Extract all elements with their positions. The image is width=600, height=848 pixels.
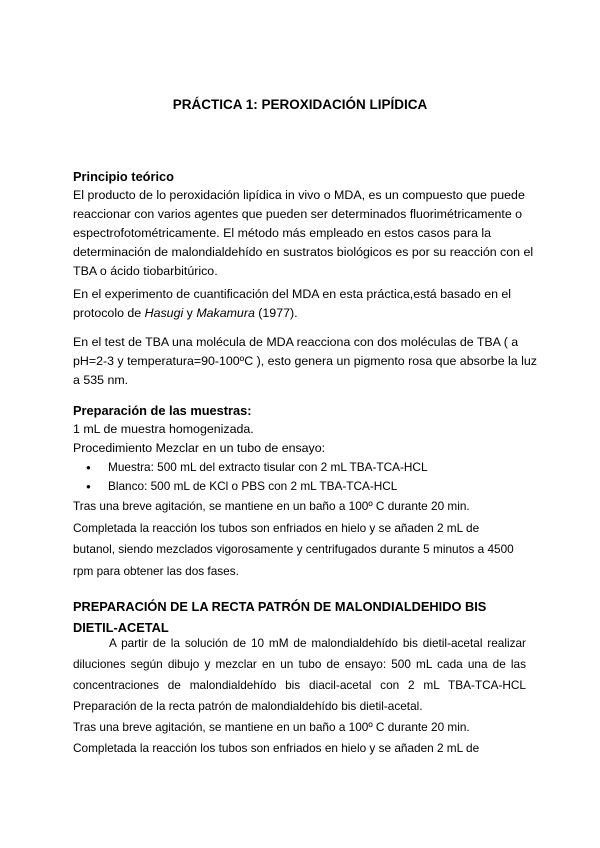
author-name: Hasugi [144,306,184,320]
preparacion-after-line: rpm para obtener las dos fases. [73,563,239,578]
preparacion-after [73,496,533,582]
test-line: a 535 nm. [73,373,129,387]
section-recta [73,596,543,638]
preparacion-after-line: Completada la reacción los tubos son enfriados en hielo y se añaden 2 mL de [73,520,480,535]
recta-heading: DIETIL-ACETAL [73,620,169,635]
recta-line: A partir de la solución de 10 mM de malondialdehído bis dietil-acetal realizar [109,636,526,650]
recta-line: diluciones según dibujo y mezclar en un tubo de ensayo: 500 mL cada una de las [73,657,526,671]
principio-line: determinación de malondialdehído en sustratos biológicos es por su reacción con el [73,245,534,259]
section-experimento [73,285,533,323]
experimento-line: En el experimento de cuantificación del MDA en esta práctica,está basado en el [73,287,512,301]
list-item-text: Muestra: 500 mL del extracto tisular con 2 mL TBA-TCA-HCL [108,460,428,474]
text-run: y [183,306,197,320]
principio-line: El producto de lo peroxidación lipídica in vivo o MDA, es un compuesto que puede [73,188,525,202]
preparacion-line: 1 mL de muestra homogenizada. [73,422,254,436]
preparacion-after-line: Tras una breve agitación, se mantiene en un baño a 100º C durante 20 min. [73,499,470,513]
preparacion-list [73,458,533,496]
text-run: protocolo de [73,306,145,320]
list-item [73,458,533,477]
section-principio [73,167,533,281]
section-preparacion [73,401,533,458]
principio-heading: Principio teórico [73,169,174,184]
author-name: Makamura [196,306,255,320]
principio-line: TBA o ácido tiobarbitúrico. [73,264,218,278]
recta-line: Tras una breve agitación, se mantiene en un baño a 100º C durante 20 min. [73,720,470,734]
preparacion-line: Procedimiento Mezclar en un tubo de ensayo: [73,441,326,455]
text-run: (1977). [254,306,298,320]
section-test [73,333,537,390]
list-item-text: Blanco: 500 mL de KCl o PBS con 2 mL TBA-TCA-HCL [108,479,398,493]
preparacion-after-line: butanol, siendo mezclados vigorosamente y centrifugados durante 5 minutos a 4500 [73,542,514,556]
page-title: PRÁCTICA 1: PEROXIDACIÓN LIPÍDICA [172,97,428,112]
principio-line: espectrofotométricamente. El método más empleado en estos casos para la [73,226,492,240]
recta-body [73,633,526,759]
recta-line: Preparación de la recta patrón de malondialdehído bis dietil-acetal. [73,699,423,713]
list-item [73,477,533,496]
recta-line: Completada la reacción los tubos son enfriados en hielo y se añaden 2 mL de [73,741,480,755]
preparacion-heading: Preparación de las muestras: [73,403,252,418]
recta-line: concentraciones de malondialdehído bis diacil-acetal con 2 mL TBA-TCA-HCL [73,678,526,692]
experimento-line [73,304,533,323]
test-line: En el test de TBA una molécula de MDA reacciona con dos moléculas de TBA ( a [73,335,519,349]
recta-heading: PREPARACIÓN DE LA RECTA PATRÓN DE MALONDIALDEHIDO BIS [73,599,487,614]
principio-line: reaccionar con varios agentes que pueden ser determinados fluorimétricamente o [73,207,523,221]
test-line: pH=2-3 y temperatura=90-100ºC ), esto genera un pigmento rosa que absorbe la luz [73,354,537,368]
